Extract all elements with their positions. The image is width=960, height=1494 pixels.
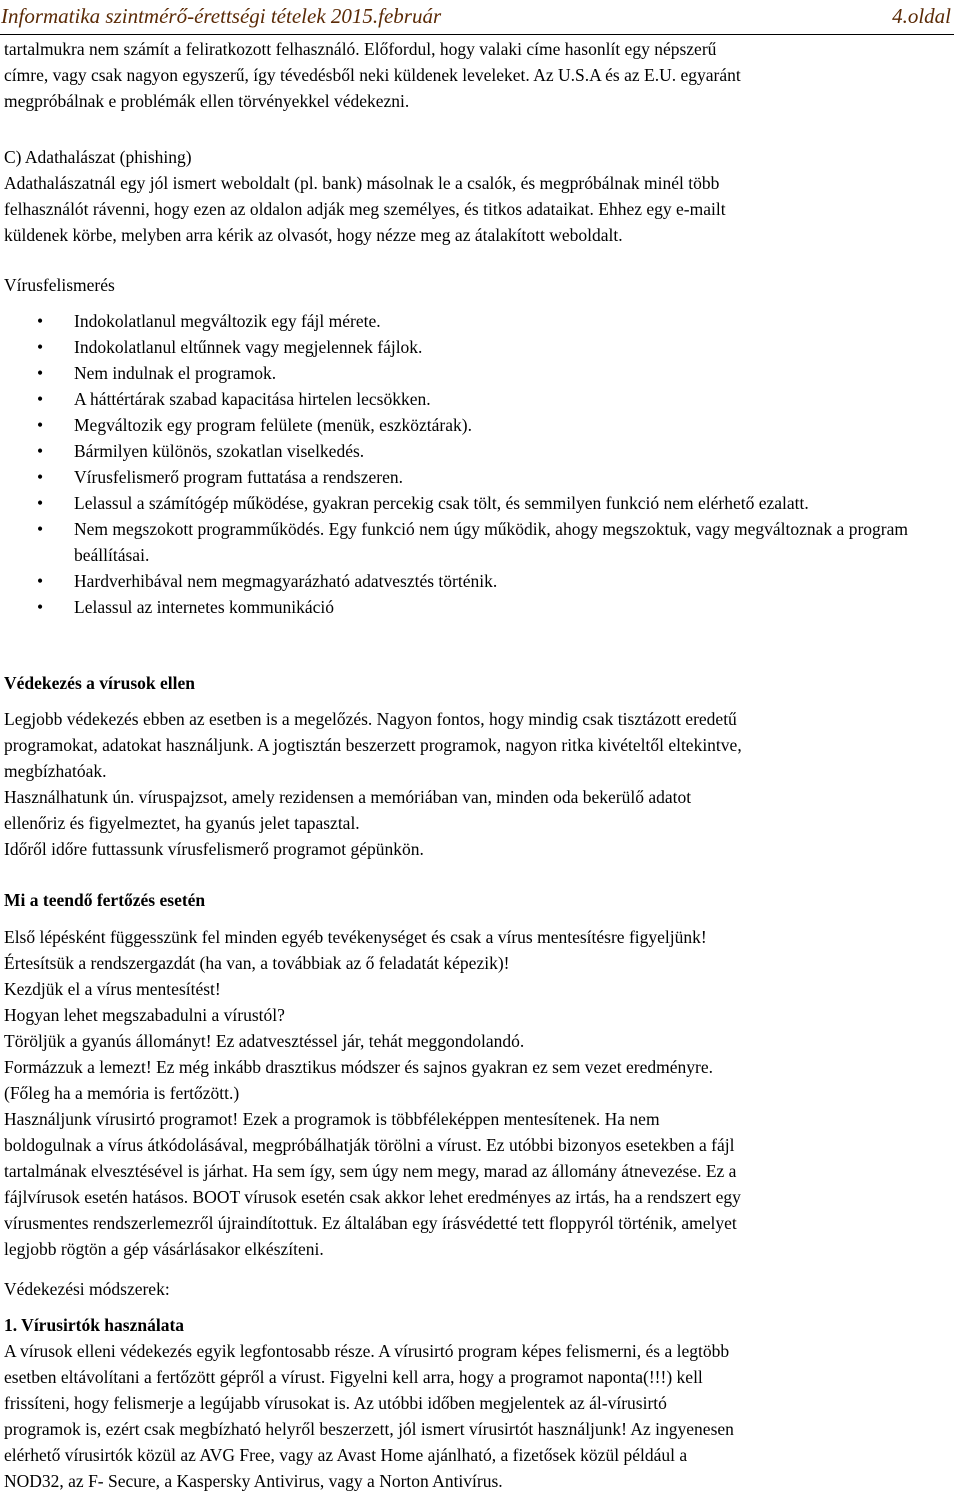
infection-line: Használjunk vírusirtó programot! Ezek a programok is többféleképpen mentesítenek. Ha nem bbox=[4, 1109, 660, 1129]
infection-line: fájlvírusok esetén hatásos. BOOT vírusok esetén csak akkor lehet eredményes az irtás, ha a rendszert egy bbox=[4, 1187, 741, 1207]
section-heading: Vírusfelismerés bbox=[4, 275, 115, 295]
section-heading: Mi a teendő fertőzés esetén bbox=[4, 890, 206, 910]
infection-line: Kezdjük el a vírus mentesítést! bbox=[4, 979, 221, 999]
protection-line: Használhatunk ún. víruspajzsot, amely rezidensen a memóriában van, minden oda bekerülő adatot bbox=[4, 787, 692, 807]
methods-line: programok is, ezért csak megbízható helyről beszerzett, jól ismert vírusirtót használjunk! Az ingyenesen bbox=[4, 1419, 734, 1439]
list-item: • Indokolatlanul megváltozik egy fájl mérete. bbox=[4, 308, 956, 334]
methods-line: A vírusok elleni védekezés egyik legfontosabb része. A vírusirtó program képes felismerni, és a legtöbb bbox=[4, 1341, 730, 1361]
protection-line: Legjobb védekezés ebben az esetben is a megelőzés. Nagyon fontos, hogy mindig csak tisztázott eredetű bbox=[4, 709, 737, 729]
protection-line: megbízhatóak. bbox=[4, 761, 107, 781]
list-item: • Vírusfelismerő program futtatása a rendszeren. bbox=[4, 464, 956, 490]
intro-line: tartalmukra nem számít a feliratkozott felhasználó. Előfordul, hogy valaki címe hasonlít egy népszerű bbox=[4, 39, 717, 59]
methods-line: elérhető vírusirtók közül az AVG Free, vagy az Avast Home ajánlható, a fizetősek közül például a bbox=[4, 1445, 688, 1465]
intro-paragraph bbox=[4, 36, 956, 114]
list-item: • Indokolatlanul eltűnnek vagy megjelennek fájlok. bbox=[4, 334, 956, 360]
infection-line: boldogulnak a vírus átkódolásával, megpróbálhatják törölni a vírust. Ez utóbbi bizonyos esetekben a fájl bbox=[4, 1135, 735, 1155]
methods-line: esetben eltávolítani a fertőzött gépről a vírust. Figyelni kell arra, hogy a programot naponta(!!!) kell bbox=[4, 1367, 703, 1387]
list-item: • Lelassul a számítógép működése, gyakran percekig csak tölt, és semmilyen funkció nem elérhető ezalatt. bbox=[4, 490, 956, 516]
infection-line: (Főleg ha a memória is fertőzött.) bbox=[4, 1083, 240, 1103]
section-heading: Védekezés a vírusok ellen bbox=[4, 673, 196, 693]
list-item: • Nem indulnak el programok. bbox=[4, 360, 956, 386]
infection-section bbox=[4, 887, 956, 1262]
subsection-heading: 1. Vírusirtók használata bbox=[4, 1315, 185, 1335]
list-item: • Bármilyen különös, szokatlan viselkedés. bbox=[4, 438, 956, 464]
infection-line: legjobb rögtön a gép vásárlásakor elkészíteni. bbox=[4, 1239, 324, 1259]
methods-section bbox=[4, 1276, 956, 1494]
methods-line: frissíteni, hogy felismerje a legújabb vírusokat is. Az utóbbi időben megjelentek az ál-vírusirtó bbox=[4, 1393, 667, 1413]
list-item: • Hardverhibával nem megmagyarázható adatvesztés történik. bbox=[4, 568, 956, 594]
infection-line: Formázzuk a lemezt! Ez még inkább drasztikus módszer és sajnos gyakran ez sem vezet eredményre. bbox=[4, 1057, 713, 1077]
infection-line: Hogyan lehet megszabadulni a vírustól? bbox=[4, 1005, 285, 1025]
section-heading: C) Adathalászat (phishing) bbox=[4, 147, 192, 167]
detection-section bbox=[4, 272, 956, 620]
infection-line: Első lépésként függesszünk fel minden egyéb tevékenységet és csak a vírus mentesítésre figyeljünk! bbox=[4, 927, 707, 947]
section-heading: Védekezési módszerek: bbox=[4, 1279, 170, 1299]
infection-line: tartalmának elvesztésével is járhat. Ha sem így, sem úgy nem megy, marad az állomány átnevezése. Ez a bbox=[4, 1161, 737, 1181]
protection-line: ellenőriz és figyelmeztet, ha gyanús jelet tapasztal. bbox=[4, 813, 360, 833]
phishing-line: Adathalászatnál egy jól ismert weboldalt (pl. bank) másolnak le a csalók, és megpróbálnak minél több bbox=[4, 173, 720, 193]
list-item: • Nem megszokott programműködés. Egy funkció nem úgy működik, ahogy megszoktuk, vagy megváltoznak a program beállításai. bbox=[4, 516, 956, 568]
phishing-section bbox=[4, 144, 956, 248]
list-item: • Megváltozik egy program felülete (menük, eszköztárak). bbox=[4, 412, 956, 438]
protection-line: programokat, adatokat használjunk. A jogtisztán beszerzett programok, nagyon ritka kivételtől eltekintve, bbox=[4, 735, 742, 755]
phishing-line: küldenek körbe, melyben arra kérik az olvasót, hogy nézze meg az átalakított weboldalt. bbox=[4, 225, 623, 245]
detection-list bbox=[4, 308, 956, 620]
page-header bbox=[0, 0, 954, 35]
infection-line: Töröljük a gyanús állományt! Ez adatvesztéssel jár, tehát meggondolandó. bbox=[4, 1031, 525, 1051]
intro-line: megpróbálnak e problémák ellen törvényekkel védekezni. bbox=[4, 91, 410, 111]
page-number: 4.oldal bbox=[892, 4, 951, 28]
document-title: Informatika szintmérő-érettségi tételek 2015.február bbox=[1, 4, 442, 28]
list-item: • Lelassul az internetes kommunikáció bbox=[4, 594, 956, 620]
protection-section bbox=[4, 670, 956, 862]
phishing-line: felhasználót rávenni, hogy ezen az oldalon adják meg személyes, és titkos adataikat. Ehhez egy e-mailt bbox=[4, 199, 726, 219]
list-item: • A háttértárak szabad kapacitása hirtelen lecsökken. bbox=[4, 386, 956, 412]
methods-line: NOD32, az F- Secure, a Kaspersky Antivirus, vagy a Norton Antivírus. bbox=[4, 1471, 503, 1491]
intro-line: címre, vagy csak nagyon egyszerű, így tévedésből neki küldenek leveleket. Az U.S.A és az E.U. egyaránt bbox=[4, 65, 741, 85]
infection-line: Értesítsük a rendszergazdát (ha van, a továbbiak az ő feladatát képezik)! bbox=[4, 953, 510, 973]
infection-line: vírusmentes rendszerlemezről újraindítottuk. Ez általában egy írásvédetté tett floppyról történik, amelyet bbox=[4, 1213, 737, 1233]
protection-line: Időről időre futtassunk vírusfelismerő programot gépünkön. bbox=[4, 839, 424, 859]
